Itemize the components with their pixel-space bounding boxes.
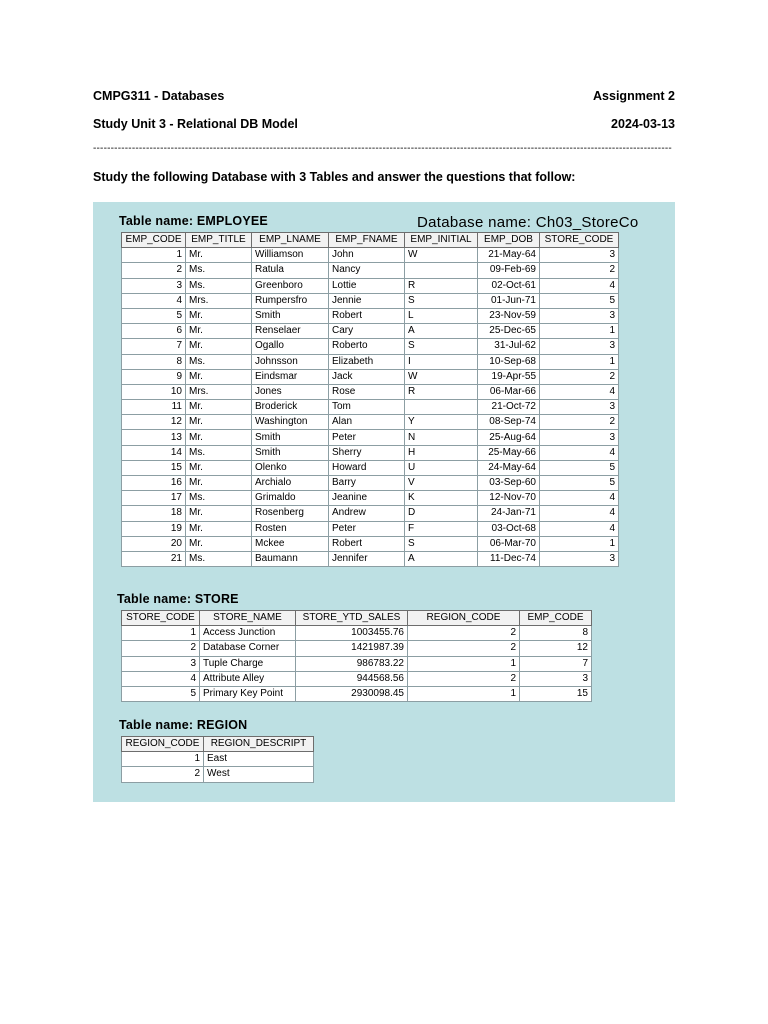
employee-header-emp-code: EMP_CODE — [122, 233, 186, 248]
store-cell-region-code: 2 — [408, 641, 520, 656]
employee-cell-store-code: 5 — [540, 476, 619, 491]
employee-cell-emp-initial: K — [405, 491, 478, 506]
store-cell-region-code: 1 — [408, 656, 520, 671]
region-table-title: Table name: REGION — [119, 718, 248, 732]
employee-cell-store-code: 3 — [540, 248, 619, 263]
instruction-text: Study the following Database with 3 Tables and answer the questions that follow: — [93, 170, 576, 184]
employee-cell-emp-dob: 21-Oct-72 — [478, 400, 540, 415]
study-unit-title: Study Unit 3 - Relational DB Model — [93, 117, 298, 131]
employee-cell-emp-dob: 01-Jun-71 — [478, 293, 540, 308]
employee-cell-emp-initial: U — [405, 460, 478, 475]
employee-cell-emp-initial: N — [405, 430, 478, 445]
employee-header-emp-lname: EMP_LNAME — [252, 233, 329, 248]
employee-cell-store-code: 1 — [540, 324, 619, 339]
employee-cell-emp-dob: 31-Jul-62 — [478, 339, 540, 354]
employee-cell-store-code: 4 — [540, 491, 619, 506]
store-cell-emp-code: 7 — [520, 656, 592, 671]
store-cell-store-name: Tuple Charge — [200, 656, 296, 671]
employee-cell-store-code: 3 — [540, 551, 619, 566]
employee-cell-emp-fname: John — [329, 248, 405, 263]
employee-cell-store-code: 3 — [540, 400, 619, 415]
employee-cell-emp-title: Mr. — [186, 308, 252, 323]
region-header-region-descript: REGION_DESCRIPT — [204, 737, 314, 752]
employee-cell-emp-lname: Smith — [252, 445, 329, 460]
store-cell-region-code: 2 — [408, 671, 520, 686]
employee-cell-emp-fname: Barry — [329, 476, 405, 491]
employee-cell-emp-code: 1 — [122, 248, 186, 263]
employee-cell-emp-fname: Elizabeth — [329, 354, 405, 369]
employee-row — [122, 506, 619, 521]
employee-cell-emp-lname: Smith — [252, 430, 329, 445]
employee-cell-emp-fname: Roberto — [329, 339, 405, 354]
employee-cell-emp-dob: 12-Nov-70 — [478, 491, 540, 506]
employee-row — [122, 521, 619, 536]
employee-table — [121, 232, 619, 567]
store-cell-emp-code: 15 — [520, 686, 592, 701]
employee-header-emp-title: EMP_TITLE — [186, 233, 252, 248]
employee-cell-store-code: 1 — [540, 354, 619, 369]
employee-cell-emp-lname: Williamson — [252, 248, 329, 263]
employee-cell-emp-code: 13 — [122, 430, 186, 445]
employee-cell-emp-fname: Jennifer — [329, 551, 405, 566]
region-cell-region-descript: West — [204, 767, 314, 782]
employee-row — [122, 491, 619, 506]
employee-cell-emp-title: Mr. — [186, 430, 252, 445]
employee-cell-emp-fname: Lottie — [329, 278, 405, 293]
employee-cell-emp-dob: 08-Sep-74 — [478, 415, 540, 430]
employee-cell-emp-lname: Grimaldo — [252, 491, 329, 506]
store-cell-region-code: 2 — [408, 626, 520, 641]
employee-cell-emp-dob: 03-Oct-68 — [478, 521, 540, 536]
employee-cell-emp-code: 11 — [122, 400, 186, 415]
employee-cell-store-code: 4 — [540, 278, 619, 293]
employee-cell-emp-initial: V — [405, 476, 478, 491]
store-header-emp-code: EMP_CODE — [520, 611, 592, 626]
store-cell-store-code: 4 — [122, 671, 200, 686]
employee-cell-emp-fname: Jennie — [329, 293, 405, 308]
employee-cell-emp-title: Mr. — [186, 324, 252, 339]
employee-header-emp-dob: EMP_DOB — [478, 233, 540, 248]
employee-cell-emp-code: 21 — [122, 551, 186, 566]
employee-cell-emp-initial: A — [405, 324, 478, 339]
employee-cell-emp-title: Ms. — [186, 445, 252, 460]
employee-cell-store-code: 2 — [540, 415, 619, 430]
employee-row — [122, 293, 619, 308]
store-cell-store-name: Access Junction — [200, 626, 296, 641]
region-table — [121, 736, 314, 783]
employee-cell-emp-fname: Andrew — [329, 506, 405, 521]
employee-cell-emp-dob: 06-Mar-66 — [478, 384, 540, 399]
employee-row — [122, 248, 619, 263]
employee-row — [122, 354, 619, 369]
employee-cell-emp-code: 16 — [122, 476, 186, 491]
store-cell-store-name: Database Corner — [200, 641, 296, 656]
employee-cell-emp-dob: 11-Dec-74 — [478, 551, 540, 566]
employee-cell-emp-dob: 02-Oct-61 — [478, 278, 540, 293]
employee-cell-emp-lname: Olenko — [252, 460, 329, 475]
store-table-title: Table name: STORE — [117, 592, 239, 606]
employee-cell-emp-fname: Howard — [329, 460, 405, 475]
store-cell-emp-code: 3 — [520, 671, 592, 686]
region-row — [122, 767, 314, 782]
store-cell-store-ytd-sales: 986783.22 — [296, 656, 408, 671]
employee-cell-emp-initial: S — [405, 339, 478, 354]
employee-cell-emp-code: 9 — [122, 369, 186, 384]
employee-cell-emp-fname: Tom — [329, 400, 405, 415]
employee-cell-emp-initial: R — [405, 384, 478, 399]
employee-cell-emp-initial: A — [405, 551, 478, 566]
employee-cell-emp-fname: Rose — [329, 384, 405, 399]
employee-cell-emp-title: Mr. — [186, 369, 252, 384]
employee-cell-store-code: 4 — [540, 521, 619, 536]
employee-cell-store-code: 4 — [540, 445, 619, 460]
course-title: CMPG311 - Databases — [93, 89, 225, 103]
employee-cell-emp-fname: Alan — [329, 415, 405, 430]
employee-cell-emp-dob: 21-May-64 — [478, 248, 540, 263]
employee-row — [122, 263, 619, 278]
employee-cell-store-code: 2 — [540, 369, 619, 384]
header-separator: -------------------------------------------------------------------------------------------------------------------------------------------------------------------- — [93, 143, 672, 154]
employee-row — [122, 384, 619, 399]
store-cell-store-code: 3 — [122, 656, 200, 671]
employee-cell-store-code: 2 — [540, 263, 619, 278]
employee-cell-emp-initial: F — [405, 521, 478, 536]
database-name: Database name: Ch03_StoreCo — [417, 214, 639, 231]
employee-cell-emp-lname: Johnsson — [252, 354, 329, 369]
employee-cell-store-code: 4 — [540, 506, 619, 521]
employee-cell-emp-initial: S — [405, 293, 478, 308]
employee-cell-emp-lname: Smith — [252, 308, 329, 323]
employee-cell-emp-dob: 10-Sep-68 — [478, 354, 540, 369]
employee-cell-emp-code: 7 — [122, 339, 186, 354]
employee-cell-emp-title: Mr. — [186, 536, 252, 551]
employee-header-emp-initial: EMP_INITIAL — [405, 233, 478, 248]
employee-cell-store-code: 3 — [540, 339, 619, 354]
employee-cell-store-code: 5 — [540, 460, 619, 475]
employee-cell-emp-code: 20 — [122, 536, 186, 551]
employee-header-store-code: STORE_CODE — [540, 233, 619, 248]
employee-cell-store-code: 3 — [540, 430, 619, 445]
store-row — [122, 656, 592, 671]
employee-cell-emp-lname: Renselaer — [252, 324, 329, 339]
employee-cell-emp-code: 8 — [122, 354, 186, 369]
store-cell-store-code: 1 — [122, 626, 200, 641]
employee-cell-emp-fname: Nancy — [329, 263, 405, 278]
employee-cell-emp-initial: W — [405, 369, 478, 384]
employee-cell-emp-initial: I — [405, 354, 478, 369]
employee-cell-emp-code: 2 — [122, 263, 186, 278]
employee-header-emp-fname: EMP_FNAME — [329, 233, 405, 248]
employee-cell-emp-title: Mr. — [186, 415, 252, 430]
store-cell-store-ytd-sales: 1421987.39 — [296, 641, 408, 656]
employee-cell-emp-fname: Robert — [329, 308, 405, 323]
store-cell-store-name: Primary Key Point — [200, 686, 296, 701]
store-cell-store-code: 2 — [122, 641, 200, 656]
store-header-store-name: STORE_NAME — [200, 611, 296, 626]
store-row — [122, 626, 592, 641]
employee-cell-emp-code: 17 — [122, 491, 186, 506]
employee-cell-emp-dob: 25-May-66 — [478, 445, 540, 460]
employee-cell-emp-initial — [405, 263, 478, 278]
employee-cell-emp-title: Mr. — [186, 476, 252, 491]
employee-cell-emp-initial: R — [405, 278, 478, 293]
employee-cell-emp-title: Ms. — [186, 263, 252, 278]
employee-cell-emp-code: 10 — [122, 384, 186, 399]
store-header-store-ytd-sales: STORE_YTD_SALES — [296, 611, 408, 626]
employee-cell-emp-lname: Mckee — [252, 536, 329, 551]
employee-cell-emp-initial — [405, 400, 478, 415]
employee-row — [122, 536, 619, 551]
employee-row — [122, 324, 619, 339]
employee-cell-store-code: 1 — [540, 536, 619, 551]
store-header-region-code: REGION_CODE — [408, 611, 520, 626]
employee-cell-emp-dob: 06-Mar-70 — [478, 536, 540, 551]
employee-row — [122, 460, 619, 475]
employee-cell-emp-lname: Eindsmar — [252, 369, 329, 384]
employee-cell-emp-title: Mr. — [186, 506, 252, 521]
header-row-1 — [93, 89, 675, 103]
store-row — [122, 686, 592, 701]
document-date: 2024-03-13 — [611, 117, 675, 131]
region-header-region-code: REGION_CODE — [122, 737, 204, 752]
employee-cell-store-code: 5 — [540, 293, 619, 308]
employee-cell-emp-code: 3 — [122, 278, 186, 293]
employee-cell-emp-title: Ms. — [186, 278, 252, 293]
employee-cell-emp-fname: Cary — [329, 324, 405, 339]
employee-row — [122, 339, 619, 354]
employee-cell-emp-title: Mr. — [186, 521, 252, 536]
store-cell-region-code: 1 — [408, 686, 520, 701]
database-panel — [93, 202, 675, 802]
employee-cell-emp-lname: Rosenberg — [252, 506, 329, 521]
employee-cell-emp-dob: 24-May-64 — [478, 460, 540, 475]
employee-cell-emp-dob: 19-Apr-55 — [478, 369, 540, 384]
employee-cell-emp-title: Ms. — [186, 354, 252, 369]
employee-cell-emp-code: 6 — [122, 324, 186, 339]
employee-row — [122, 476, 619, 491]
employee-cell-emp-fname: Peter — [329, 521, 405, 536]
store-cell-store-ytd-sales: 2930098.45 — [296, 686, 408, 701]
employee-cell-emp-lname: Ratula — [252, 263, 329, 278]
employee-cell-emp-lname: Rumpersfro — [252, 293, 329, 308]
store-cell-store-ytd-sales: 944568.56 — [296, 671, 408, 686]
employee-row — [122, 415, 619, 430]
employee-cell-emp-title: Mr. — [186, 460, 252, 475]
employee-cell-emp-code: 19 — [122, 521, 186, 536]
employee-cell-emp-fname: Sherry — [329, 445, 405, 460]
employee-row — [122, 445, 619, 460]
employee-cell-emp-title: Mrs. — [186, 293, 252, 308]
employee-cell-emp-code: 18 — [122, 506, 186, 521]
employee-cell-store-code: 3 — [540, 308, 619, 323]
employee-cell-emp-dob: 09-Feb-69 — [478, 263, 540, 278]
employee-cell-emp-dob: 25-Aug-64 — [478, 430, 540, 445]
employee-cell-emp-initial: W — [405, 248, 478, 263]
employee-cell-emp-code: 4 — [122, 293, 186, 308]
employee-cell-emp-title: Mr. — [186, 400, 252, 415]
region-cell-region-descript: East — [204, 752, 314, 767]
employee-cell-emp-dob: 03-Sep-60 — [478, 476, 540, 491]
employee-cell-emp-initial: L — [405, 308, 478, 323]
employee-cell-emp-fname: Jeanine — [329, 491, 405, 506]
employee-cell-emp-title: Mr. — [186, 248, 252, 263]
employee-cell-emp-dob: 24-Jan-71 — [478, 506, 540, 521]
region-cell-region-code: 2 — [122, 767, 204, 782]
employee-table-title: Table name: EMPLOYEE — [119, 214, 268, 228]
employee-cell-emp-lname: Washington — [252, 415, 329, 430]
store-cell-emp-code: 8 — [520, 626, 592, 641]
employee-cell-emp-title: Mrs. — [186, 384, 252, 399]
employee-cell-emp-code: 5 — [122, 308, 186, 323]
employee-cell-emp-dob: 23-Nov-59 — [478, 308, 540, 323]
employee-row — [122, 278, 619, 293]
employee-cell-emp-title: Mr. — [186, 339, 252, 354]
employee-cell-emp-initial: S — [405, 536, 478, 551]
header-row-2 — [93, 117, 675, 131]
employee-cell-emp-fname: Robert — [329, 536, 405, 551]
employee-cell-emp-initial: D — [405, 506, 478, 521]
employee-cell-emp-lname: Baumann — [252, 551, 329, 566]
employee-row — [122, 369, 619, 384]
store-header-store-code: STORE_CODE — [122, 611, 200, 626]
employee-cell-emp-lname: Jones — [252, 384, 329, 399]
employee-row — [122, 551, 619, 566]
employee-cell-emp-lname: Broderick — [252, 400, 329, 415]
employee-cell-emp-dob: 25-Dec-65 — [478, 324, 540, 339]
store-cell-store-name: Attribute Alley — [200, 671, 296, 686]
employee-cell-emp-lname: Ogallo — [252, 339, 329, 354]
employee-cell-emp-code: 14 — [122, 445, 186, 460]
employee-cell-emp-title: Ms. — [186, 491, 252, 506]
assignment-label: Assignment 2 — [593, 89, 675, 103]
employee-cell-emp-initial: Y — [405, 415, 478, 430]
store-table — [121, 610, 592, 702]
region-row — [122, 752, 314, 767]
employee-row — [122, 308, 619, 323]
employee-cell-emp-initial: H — [405, 445, 478, 460]
employee-cell-store-code: 4 — [540, 384, 619, 399]
store-cell-store-code: 5 — [122, 686, 200, 701]
store-cell-emp-code: 12 — [520, 641, 592, 656]
employee-cell-emp-code: 15 — [122, 460, 186, 475]
employee-cell-emp-lname: Greenboro — [252, 278, 329, 293]
employee-cell-emp-lname: Archialo — [252, 476, 329, 491]
store-row — [122, 671, 592, 686]
employee-row — [122, 430, 619, 445]
employee-row — [122, 400, 619, 415]
store-row — [122, 641, 592, 656]
employee-cell-emp-fname: Peter — [329, 430, 405, 445]
employee-cell-emp-code: 12 — [122, 415, 186, 430]
store-cell-store-ytd-sales: 1003455.76 — [296, 626, 408, 641]
employee-cell-emp-fname: Jack — [329, 369, 405, 384]
employee-cell-emp-title: Ms. — [186, 551, 252, 566]
region-cell-region-code: 1 — [122, 752, 204, 767]
employee-cell-emp-lname: Rosten — [252, 521, 329, 536]
